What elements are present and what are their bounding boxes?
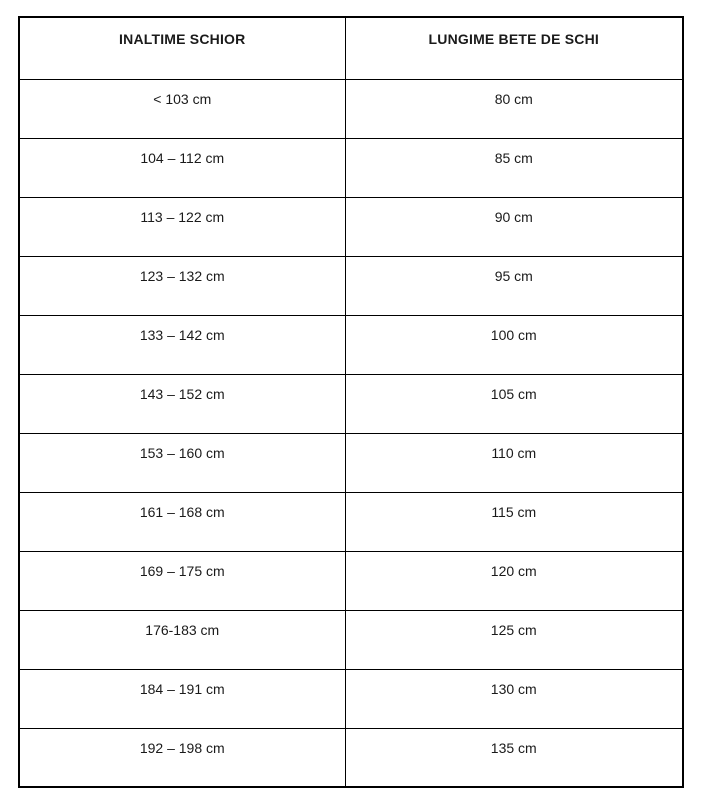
- table-row: [19, 728, 683, 787]
- table-row: [19, 669, 683, 728]
- pole-length-cell: 105 cm: [345, 374, 683, 433]
- ski-pole-size-table: [18, 16, 684, 788]
- pole-length-cell: 120 cm: [345, 551, 683, 610]
- skier-height-cell: < 103 cm: [19, 79, 345, 138]
- table-row: [19, 197, 683, 256]
- table-row: [19, 433, 683, 492]
- skier-height-cell: 104 – 112 cm: [19, 138, 345, 197]
- pole-length-cell: 110 cm: [345, 433, 683, 492]
- skier-height-cell: 176-183 cm: [19, 610, 345, 669]
- table-row: [19, 610, 683, 669]
- pole-length-cell: 80 cm: [345, 79, 683, 138]
- table-row: [19, 79, 683, 138]
- header-skier-height: INALTIME SCHIOR: [19, 17, 345, 79]
- pole-length-cell: 85 cm: [345, 138, 683, 197]
- skier-height-cell: 153 – 160 cm: [19, 433, 345, 492]
- skier-height-cell: 161 – 168 cm: [19, 492, 345, 551]
- pole-length-cell: 100 cm: [345, 315, 683, 374]
- skier-height-cell: 169 – 175 cm: [19, 551, 345, 610]
- table-row: [19, 315, 683, 374]
- pole-length-cell: 125 cm: [345, 610, 683, 669]
- pole-length-cell: 95 cm: [345, 256, 683, 315]
- table-header-row: [19, 17, 683, 79]
- pole-length-cell: 115 cm: [345, 492, 683, 551]
- skier-height-cell: 192 – 198 cm: [19, 728, 345, 787]
- pole-length-cell: 90 cm: [345, 197, 683, 256]
- table-row: [19, 256, 683, 315]
- skier-height-cell: 123 – 132 cm: [19, 256, 345, 315]
- skier-height-cell: 113 – 122 cm: [19, 197, 345, 256]
- skier-height-cell: 184 – 191 cm: [19, 669, 345, 728]
- skier-height-cell: 133 – 142 cm: [19, 315, 345, 374]
- header-pole-length: LUNGIME BETE DE SCHI: [345, 17, 683, 79]
- table-row: [19, 551, 683, 610]
- table-row: [19, 492, 683, 551]
- pole-length-cell: 135 cm: [345, 728, 683, 787]
- table-row: [19, 138, 683, 197]
- table-row: [19, 374, 683, 433]
- pole-length-cell: 130 cm: [345, 669, 683, 728]
- skier-height-cell: 143 – 152 cm: [19, 374, 345, 433]
